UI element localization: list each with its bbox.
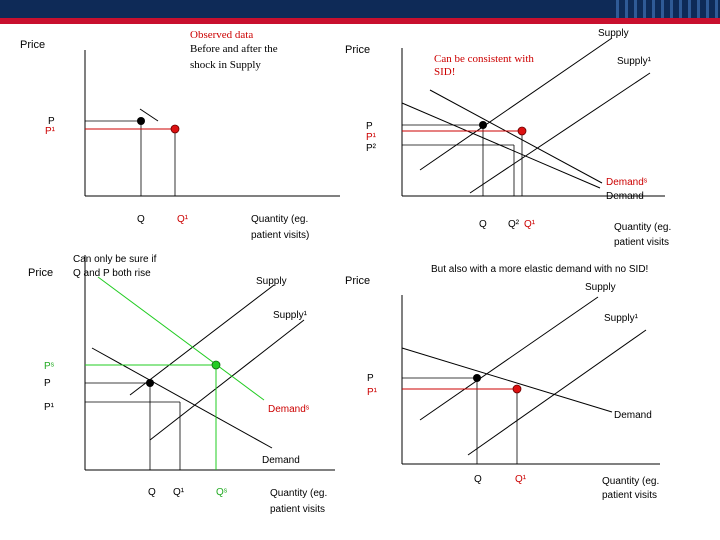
panel4-demand-label: Demand — [614, 410, 652, 421]
panel4-y-axis-label: Price — [345, 275, 371, 287]
panel1-p-label: P — [48, 116, 55, 127]
panel4-q-label: Q — [474, 474, 482, 485]
panel2-point-after — [518, 127, 526, 135]
panel1-y-axis-label: Price — [20, 39, 46, 51]
panel1-p1-label: P¹ — [45, 126, 55, 137]
panel4-supply1-curve — [468, 330, 646, 455]
panel3-demand-curve — [92, 348, 272, 448]
panel3-demand-s-label: Demandˢ — [268, 404, 310, 415]
panel3-supply-label: Supply — [256, 276, 287, 287]
panel4-supply-curve — [420, 297, 598, 420]
panel2-x-axis-line2: patient visits — [614, 237, 670, 248]
panel3-x-axis-line2: patient visits — [270, 504, 326, 515]
panel1-point-after — [171, 125, 179, 133]
panel2-demand-s-label: Demandˢ — [606, 177, 648, 188]
panel-2 — [345, 28, 671, 248]
panel2-point-before — [479, 121, 487, 129]
panel2-q-label: Q — [479, 219, 487, 230]
panel3-supply-curve — [130, 285, 274, 395]
panel1-note-line1: Observed data — [190, 29, 254, 41]
panel-1 — [20, 29, 340, 241]
panel2-p1-label: P¹ — [366, 132, 376, 143]
panel4-point-after — [513, 385, 521, 393]
panel1-note-line3: shock in Supply — [190, 59, 261, 71]
panel2-x-axis-line1: Quantity (eg. — [614, 222, 672, 233]
panel3-p1-label: P¹ — [44, 402, 54, 413]
panel4-demand-curve — [402, 348, 612, 412]
panel3-q-label: Q — [148, 487, 156, 498]
panel3-demand-label: Demand — [262, 455, 300, 466]
panel4-p1-label: P¹ — [367, 387, 377, 398]
panel4-p-label: P — [367, 373, 374, 384]
panel3-note-line1: Can only be sure if — [73, 254, 157, 265]
panel3-point-before — [146, 379, 154, 387]
panel3-qs-label: Qˢ — [216, 487, 228, 498]
panel4-supply-label: Supply — [585, 282, 616, 293]
panel4-supply1-label: Supply¹ — [604, 313, 638, 324]
panel2-supply1-label: Supply¹ — [617, 56, 651, 67]
panel3-y-axis-label: Price — [28, 267, 54, 279]
panel1-q1-label: Q¹ — [177, 214, 189, 225]
panel2-y-axis-label: Price — [345, 44, 371, 56]
panel2-note-line1: Can be consistent with — [434, 53, 534, 65]
panel3-ps-label: Pˢ — [44, 361, 55, 372]
panel2-q2-label: Q² — [508, 219, 520, 230]
panel2-demand-label: Demand — [606, 191, 644, 202]
panel4-point-before — [473, 374, 481, 382]
panel1-note-line2: Before and after the — [190, 43, 278, 55]
panel3-note-line2: Q and P both rise — [73, 268, 151, 279]
panel4-note: But also with a more elastic demand with no SID! — [431, 264, 649, 275]
panel1-x-axis-line2: patient visits) — [251, 230, 310, 241]
panel3-supply1-label: Supply¹ — [273, 310, 307, 321]
panel-3 — [28, 254, 335, 515]
panel1-x-axis-line1: Quantity (eg. — [251, 214, 309, 225]
panel2-p2-label: P² — [366, 143, 376, 154]
panel3-point-elastic — [212, 361, 220, 369]
panel1-point-before — [137, 117, 145, 125]
panel2-note-line2: SID! — [434, 66, 456, 78]
panel3-demand-s-curve — [98, 277, 264, 400]
panel2-supply-label: Supply — [598, 28, 629, 39]
panel4-q1-label: Q¹ — [515, 474, 527, 485]
panel3-supply1-curve — [150, 320, 304, 440]
panel4-x-axis-line1: Quantity (eg. — [602, 476, 660, 487]
panel3-x-axis-line1: Quantity (eg. — [270, 488, 328, 499]
panel2-supply1-curve — [470, 73, 650, 193]
panel3-p-label: P — [44, 378, 51, 389]
panel1-q-label: Q — [137, 214, 145, 225]
panel-4 — [345, 264, 660, 501]
panel3-q1-label: Q¹ — [173, 487, 185, 498]
panel2-q1-label: Q¹ — [524, 219, 536, 230]
panel2-demand-curve — [402, 103, 600, 188]
panel4-x-axis-line2: patient visits — [602, 490, 658, 501]
panel2-p-label: P — [366, 121, 373, 132]
